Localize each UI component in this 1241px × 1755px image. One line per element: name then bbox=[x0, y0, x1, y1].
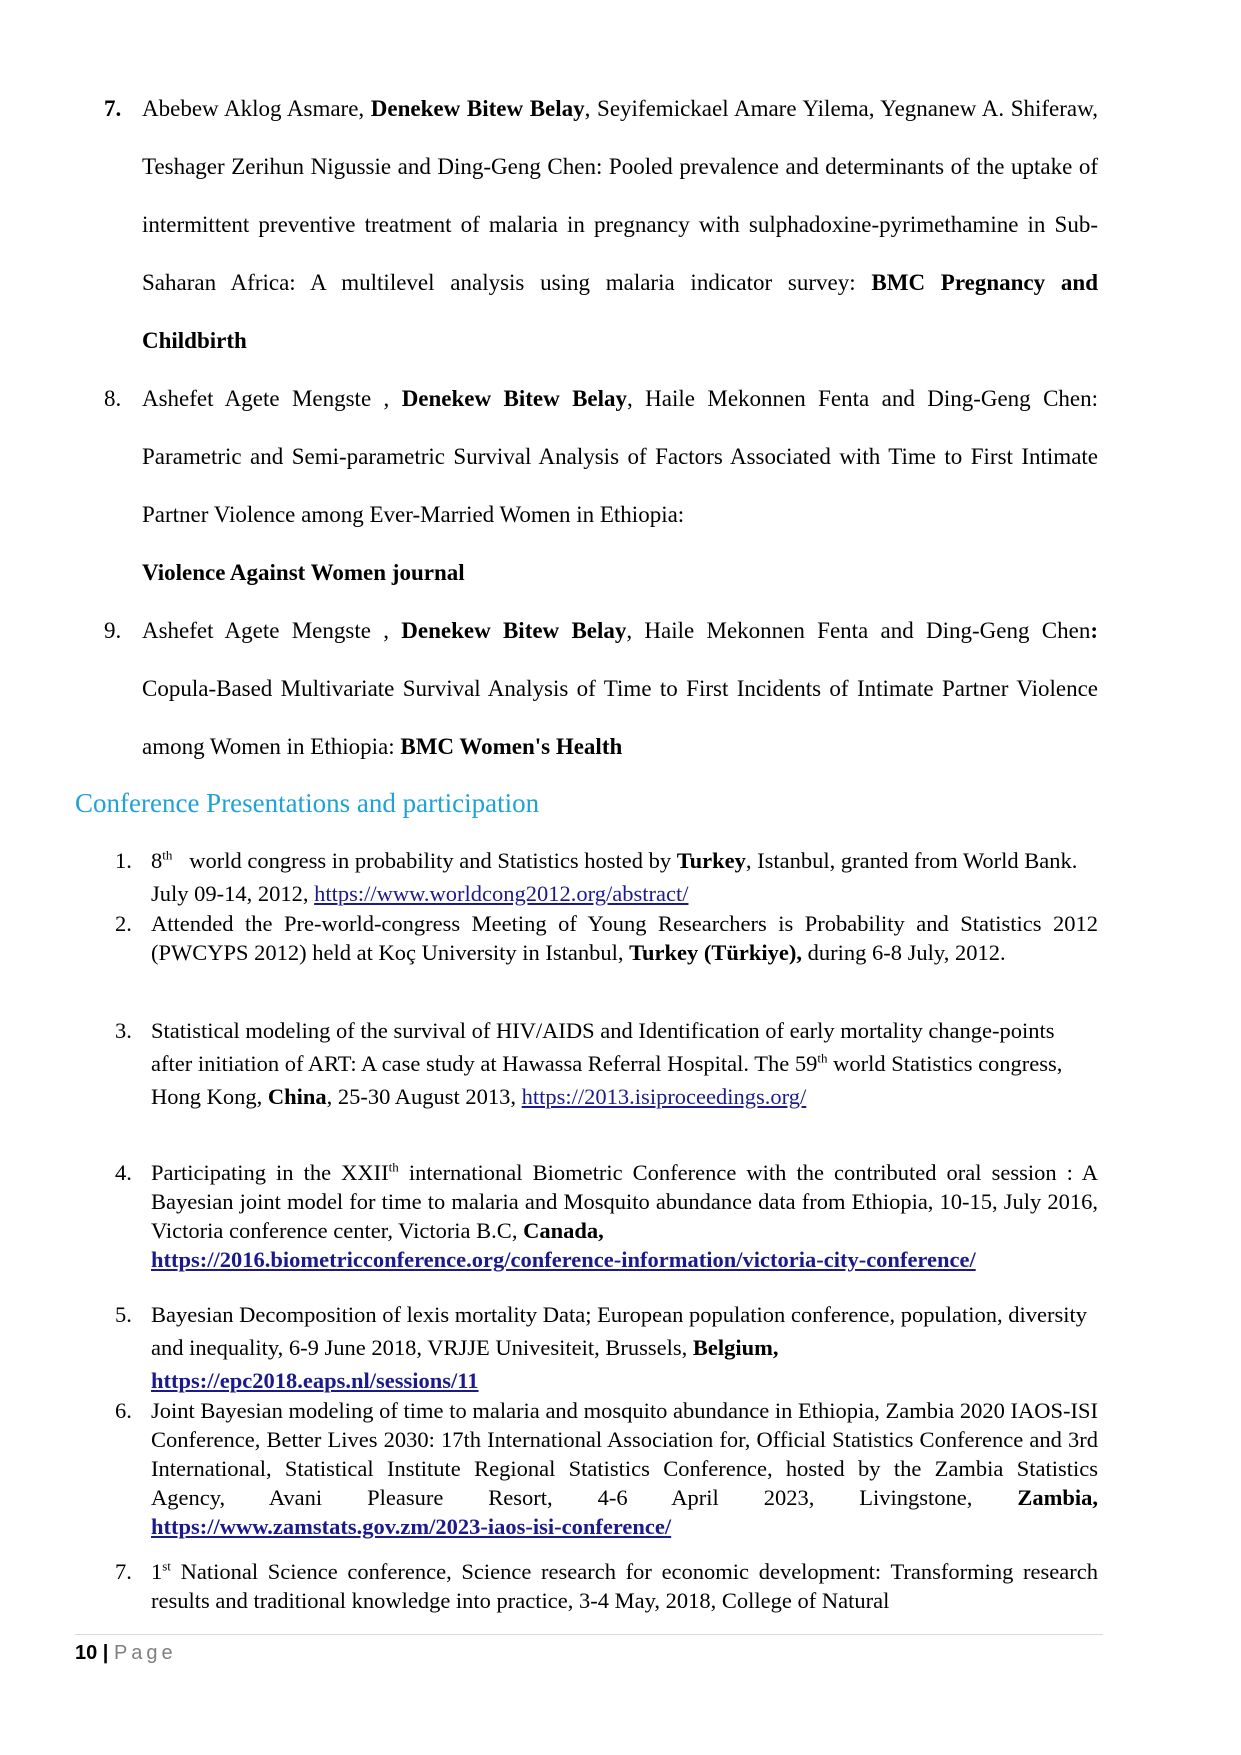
publication-title: Copula-Based Multivariate Survival Analysis of Time to First Incidents of Intimate Partner Violence among Women in Ethiopia: bbox=[142, 676, 1098, 759]
highlighted-author: Denekew Bitew Belay bbox=[401, 386, 628, 411]
conference-link[interactable]: https://www.zamstats.gov.zm/2023-iaos-isi-conference/ bbox=[151, 1514, 672, 1539]
publication-text: , Seyifemickael Amare Yilema, Yegnanew A. Shiferaw, Teshager Zerihun Nigussie and Ding-Geng Chen: Pooled prevalence and determinants of the uptake of intermittent preventive treatment of malaria in pregnancy with sulphadoxine-pyrimethamine in Sub-Saharan Africa: A multilevel analysis using malaria indicator survey: bbox=[142, 96, 1098, 295]
conference-text: , Istanbul, granted from World Bank. July 09-14, 2012, bbox=[151, 848, 1078, 906]
authors-text: Ashefet Agete Mengste , bbox=[142, 386, 402, 411]
footer-separator: | bbox=[97, 1642, 114, 1664]
list-number: 7. bbox=[104, 96, 122, 121]
list-number: 6. bbox=[115, 1398, 132, 1423]
list-number: 3. bbox=[115, 1018, 132, 1043]
list-number: 8. bbox=[104, 386, 122, 411]
journal-name: BMC Women's Health bbox=[400, 734, 623, 759]
conference-text: , 25-30 August 2013, bbox=[326, 1084, 522, 1109]
ordinal-number: 8 bbox=[151, 848, 163, 873]
conference-item bbox=[115, 1014, 1098, 1113]
ordinal-number: 1 bbox=[151, 1559, 163, 1584]
conference-link[interactable]: https://2013.isiproceedings.org/ bbox=[521, 1084, 807, 1109]
highlighted-author: Denekew Bitew Belay bbox=[401, 618, 627, 643]
journal-name: Violence Against Women journal bbox=[142, 560, 465, 585]
country-name: Belgium, bbox=[692, 1335, 779, 1360]
conference-text: Participating in the XXII bbox=[151, 1160, 389, 1185]
publication-text: , Haile Mekonnen Fenta and Ding-Geng Chen: Parametric and Semi-parametric Survival Analysis of Factors Associated with Time to First Intimate Partner Violence among Ever-Married Women in Ethiopia: bbox=[142, 386, 1099, 527]
conference-text: international Biometric Conference with the contributed oral session : A Bayesian joint model for time to malaria and Mosquito abundance data from Ethiopia, 10-15, July 2016, Victoria conference center, Victoria B.C, bbox=[151, 1160, 1098, 1243]
conference-item bbox=[115, 1298, 1098, 1397]
page-label: Page bbox=[113, 1642, 177, 1664]
list-number: 4. bbox=[115, 1160, 132, 1185]
publication-item bbox=[104, 80, 1098, 370]
conference-item bbox=[115, 1396, 1098, 1541]
conference-text: Bayesian Decomposition of lexis mortality Data; European population conference, population, diversity and inequality, 6-9 June 2018, VRJJE Univesiteit, Brussels, bbox=[151, 1302, 1088, 1360]
country-name: Canada, bbox=[523, 1218, 604, 1243]
list-number: 9. bbox=[104, 618, 122, 643]
list-number: 1. bbox=[115, 848, 132, 873]
section-heading: Conference Presentations and participation bbox=[75, 788, 540, 818]
authors-text: Abebew Aklog Asmare, bbox=[142, 96, 371, 121]
journal-name: BMC Pregnancy and Childbirth bbox=[142, 270, 1098, 353]
publication-item bbox=[104, 602, 1098, 776]
ordinal-suffix: th bbox=[162, 847, 173, 863]
list-number: 5. bbox=[115, 1302, 132, 1327]
conference-text: Statistical modeling of the survival of HIV/AIDS and Identification of early mortality change-points after initiation of ART: A case study at Hawassa Referral Hospital. The 59 bbox=[151, 1018, 1055, 1076]
country-name: Zambia, bbox=[1017, 1485, 1098, 1510]
publication-item bbox=[104, 370, 1099, 602]
authors-text: Ashefet Agete Mengste , bbox=[142, 618, 402, 643]
conference-link[interactable]: https://2016.biometricconference.org/conference-information/victoria-city-conference/ bbox=[151, 1247, 976, 1272]
page-number: 10 bbox=[75, 1642, 98, 1664]
highlighted-author: Denekew Bitew Belay bbox=[370, 96, 585, 121]
country-name: Turkey bbox=[676, 848, 746, 873]
conference-item bbox=[115, 1158, 1098, 1274]
conference-text: National Science conference, Science research for economic development: Transforming research results and traditional knowledge into practice, 3-4 May, 2018, College of Natural bbox=[151, 1559, 1098, 1613]
footer-divider bbox=[75, 1634, 1103, 1635]
conference-text: Joint Bayesian modeling of time to malaria and mosquito abundance in Ethiopia, Zambia 2020 IAOS-ISI Conference, Better Lives 2030: 17th International Association for, Official Statistics Conference and 3rd International, Statistical Institute Regional Statistics Conference, hosted by the Zambia Statistics Agency, Avani Pleasure Resort, 4-6 April 2023, Livingstone, bbox=[151, 1398, 1098, 1510]
publication-text: , Haile Mekonnen Fenta and Ding-Geng Chen bbox=[626, 618, 1091, 643]
conference-item bbox=[115, 1557, 1098, 1615]
conference-text: world congress in probability and Statistics hosted by bbox=[172, 848, 677, 873]
list-number: 2. bbox=[115, 911, 132, 936]
conference-link[interactable]: https://www.worldcong2012.org/abstract/ bbox=[314, 881, 689, 906]
conference-text: world Statistics congress, Hong Kong, bbox=[151, 1051, 1063, 1109]
ordinal-suffix: th bbox=[817, 1050, 828, 1066]
country-name: China bbox=[267, 1084, 327, 1109]
country-name: Turkey (Türkiye), bbox=[629, 940, 803, 965]
conference-item bbox=[115, 844, 1098, 910]
list-number: 7. bbox=[115, 1559, 132, 1584]
ordinal-suffix: st bbox=[162, 1558, 171, 1574]
ordinal-suffix: th bbox=[388, 1159, 399, 1175]
conference-text: during 6-8 July, 2012. bbox=[802, 940, 1006, 965]
colon-mark: : bbox=[1090, 618, 1098, 643]
conference-item bbox=[115, 909, 1098, 967]
conference-link[interactable]: https://epc2018.eaps.nl/sessions/11 bbox=[151, 1368, 479, 1393]
conference-text: Attended the Pre-world-congress Meeting of Young Researchers is Probability and Statistics 2012 (PWCYPS 2012) held at Koç University in Istanbul, bbox=[151, 911, 1098, 965]
page-footer bbox=[75, 1642, 177, 1665]
